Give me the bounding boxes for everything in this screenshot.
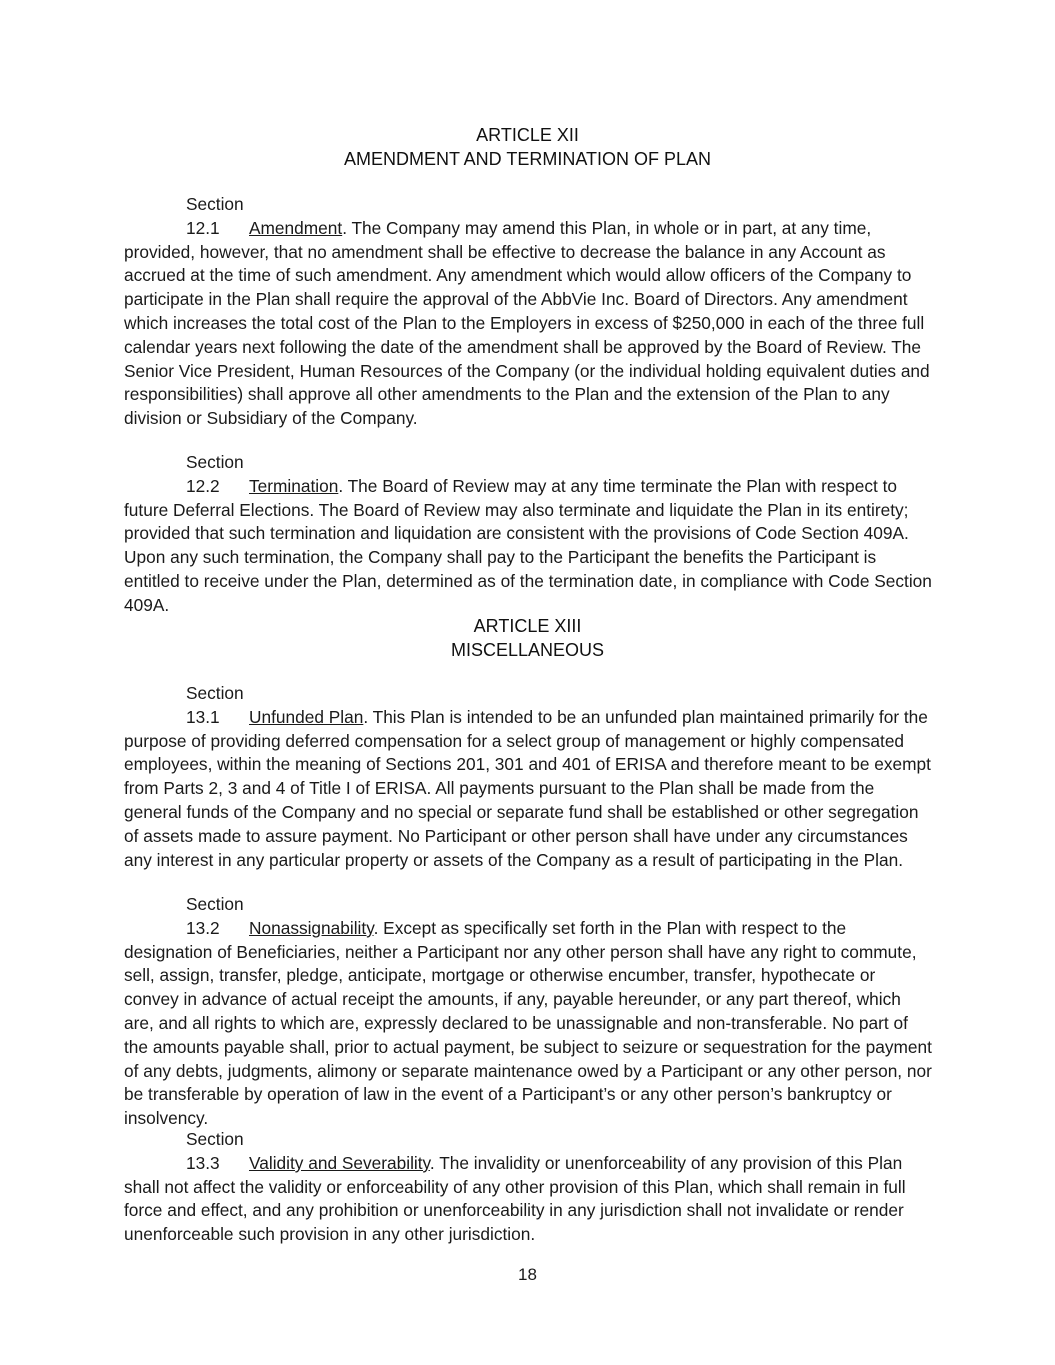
section-number: Section 12.1	[186, 194, 244, 238]
section-body: . The Board of Review may at any time terminate the Plan with respect to future Deferral Elections. The Board of Review may also terminate and liquidate the Plan in its entirety; provided that such termination and liquidation are consistent with the provisions of Code Section 409A. Upon any such termination, the Company shall pay to the Participant the benefits the Participant is entitled to receive under the Plan, determined as of the termination date, in compliance with Code Section 409A.	[124, 475, 932, 615]
section-title: Amendment	[249, 217, 343, 238]
section-title: Termination	[249, 475, 339, 496]
section-number: Section 13.1	[186, 683, 244, 727]
section-title: Nonassignability	[249, 917, 374, 938]
section-title: Validity and Severability	[249, 1152, 430, 1173]
article-13-title: ARTICLE XIII	[473, 616, 582, 636]
article-13-heading	[0, 614, 1055, 662]
article-12-subtitle: AMENDMENT AND TERMINATION OF PLAN	[343, 149, 712, 169]
article-12-heading	[0, 123, 1055, 171]
section-12-1	[124, 193, 934, 431]
section-body: . The invalidity or unenforceability of any provision of this Plan shall not affect the validity or enforceability of any other provision of this Plan, which shall remain in full force and effect, and any prohibition or unenforceability in any jurisdiction shall not invalidate or render unenforceable such provision in any other jurisdiction.	[124, 1152, 906, 1245]
section-body: . This Plan is intended to be an unfunded plan maintained primarily for the purpose of providing deferred compensation for a select group of management or highly compensated employees, within the meaning of Sections 201, 301 and 401 of ERISA and therefore meant to be exempt from Parts 2, 3 and 4 of Title I of ERISA. All payments pursuant to the Plan shall be made from the general funds of the Company and no special or separate fund shall be established or other segregation of assets made to assure payment. No Participant or other person shall have under any circumstances any interest in any particular property or assets of the Company as a result of participating in the Plan.	[124, 706, 931, 870]
article-13-subtitle: MISCELLANEOUS	[450, 640, 605, 660]
section-13-1	[124, 682, 934, 872]
section-12-2	[124, 451, 934, 618]
section-body: . Except as specifically set forth in the Plan with respect to the designation of Beneficiaries, neither a Participant nor any other person shall have any right to commute, sell, assign, transfer, pledge, anticipate, mortgage or otherwise encumber, transfer, hypothecate or convey in advance of actual receipt the amounts, if any, payable hereunder, or any part thereof, which are, and all rights to which are, expressly declared to be unassignable and non-transferable. No part of the amounts payable shall, prior to actual payment, be subject to seizure or sequestration for the payment of any debts, judgments, alimony or separate maintenance owed by a Participant or any other person, nor be transferable by operation of law in the event of a Participant’s or any other person’s bankruptcy or insolvency.	[124, 917, 932, 1129]
section-title: Unfunded Plan	[249, 706, 364, 727]
section-body: . The Company may amend this Plan, in whole or in part, at any time, provided, however, that no amendment shall be effective to decrease the balance in any Account as accrued at the time of such amendment. Any amendment which would allow officers of the Company to participate in the Plan shall require the approval of the AbbVie Inc. Board of Directors. Any amendment which increases the total cost of the Plan to the Employers in excess of $250,000 in each of the three full calendar years next following the date of the amendment shall be approved by the Board of Review. The Senior Vice President, Human Resources of the Company (or the individual holding equivalent duties and responsibilities) shall approve all other amendments to the Plan and the extension of the Plan to any division or Subsidiary of the Company.	[124, 217, 930, 429]
section-number: Section 13.2	[186, 894, 244, 938]
section-13-2	[124, 893, 934, 1131]
page-number: 18	[518, 1265, 537, 1284]
section-13-3	[124, 1128, 934, 1247]
article-12-title: ARTICLE XII	[476, 125, 579, 145]
section-number: Section 12.2	[186, 452, 244, 496]
section-number: Section 13.3	[186, 1129, 244, 1173]
